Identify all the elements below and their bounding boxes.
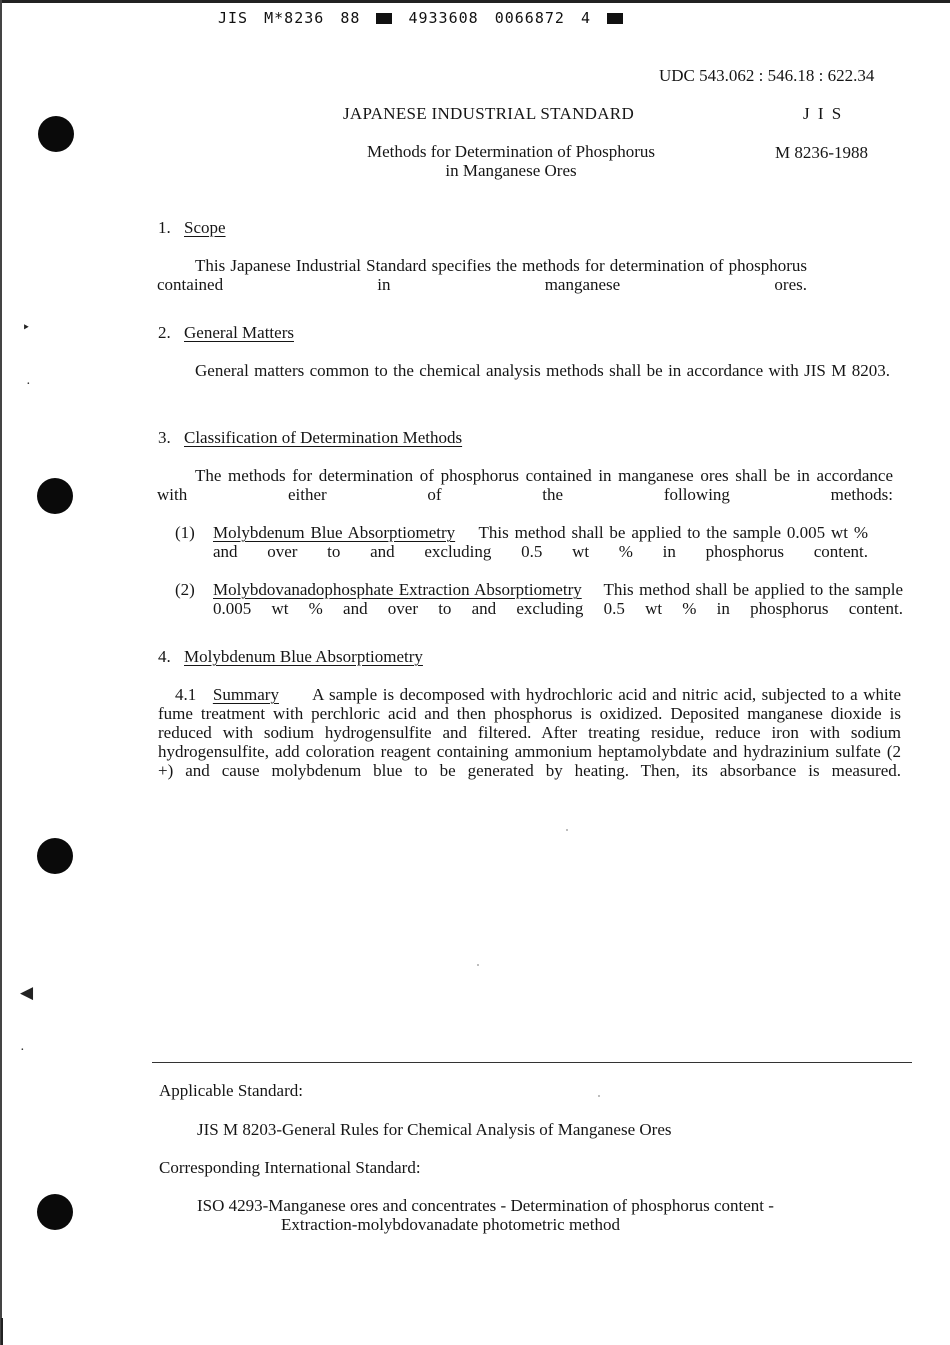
code-part: M*8236 <box>264 9 325 27</box>
scan-speck <box>598 1095 600 1097</box>
method-title: Molybdovanadophosphate Extraction Absorptiometry <box>213 580 582 599</box>
summary-paragraph <box>158 685 901 799</box>
scan-speck <box>566 829 568 831</box>
applicable-standard-label: Applicable Standard: <box>159 1081 303 1100</box>
document-number: M 8236-1988 <box>775 143 869 162</box>
section-number: 3. <box>158 428 171 447</box>
summary-text: A sample is decomposed with hydrochloric acid and nitric acid, subjected to a white fume treatment with perchloric acid and then phosphorus is oxidized. Deposited manganese dioxide is reduced with sodium hydrogensulfite and filtered. After treating residue, reduce iron with sodium hydrogensulfite, add coloration reagent containing ammonium heptamolybdate and hydrazinium sulfate (2 +) and cause molybdenum blue to be generated by heating. Then, its absorbance is measured. <box>158 685 902 780</box>
section-title: General Matters <box>184 323 294 342</box>
international-standard-line1: ISO 4293-Manganese ores and concentrates - Determination of phosphorus content - <box>197 1196 774 1215</box>
punch-hole <box>37 838 73 874</box>
section-heading-molybdenum-blue <box>158 647 423 666</box>
catalogue-code <box>218 9 623 28</box>
method-description: This method shall be applied to the sample 0.005 wt % and over to and excluding 0.5 wt % in phosphorus content. <box>213 523 869 561</box>
method-title: Molybdenum Blue Absorptiometry <box>213 523 456 542</box>
code-part: 88 <box>340 9 361 27</box>
list-item-number: (1) <box>175 523 195 542</box>
udc-number: UDC 543.062 : 546.18 : 622.34 <box>659 66 875 85</box>
code-part: 0066872 <box>494 9 565 27</box>
barcode-block-icon <box>376 13 392 24</box>
section-heading-scope <box>158 218 226 237</box>
code-part: 4 <box>580 9 591 27</box>
document-title-line2: in Manganese Ores <box>445 161 577 180</box>
general-matters-paragraph: General matters common to the chemical analysis methods shall be in accordance with JIS M 8203. <box>195 361 890 380</box>
barcode-block-icon <box>607 13 623 24</box>
scan-speck: ◀ <box>20 983 34 1002</box>
punch-hole <box>38 116 74 152</box>
left-edge-mark <box>1 1318 3 1345</box>
section-heading-classification <box>158 428 462 447</box>
section-heading-general-matters <box>158 323 294 342</box>
subsection-number: 4.1 <box>175 685 197 704</box>
scan-speck: ‣ <box>22 321 31 336</box>
subsection-title: Summary <box>212 685 279 704</box>
left-border <box>0 0 2 1345</box>
document-title-line1: Methods for Determination of Phosphorus <box>366 142 656 161</box>
applicable-standard-text: JIS M 8203-General Rules for Chemical Analysis of Manganese Ores <box>197 1120 672 1139</box>
jis-mark: J I S <box>803 104 844 123</box>
scope-paragraph: This Japanese Industrial Standard specifies the methods for determination of phosphorus contained in manganese ores. <box>157 256 807 294</box>
section-number: 4. <box>158 647 171 666</box>
section-number: 1. <box>158 218 171 237</box>
punch-hole <box>37 478 73 514</box>
scan-speck: · <box>26 377 31 392</box>
code-part: 4933608 <box>408 9 479 27</box>
section-number: 2. <box>158 323 171 342</box>
section-title: Scope <box>184 218 226 237</box>
method-item-2 <box>213 580 903 637</box>
section-title: Classification of Determination Methods <box>184 428 463 447</box>
method-description: This method shall be applied to the sample 0.005 wt % and over to and excluding 0.5 wt % in phosphorus content. <box>213 580 903 618</box>
scan-speck: · <box>20 1043 25 1058</box>
standard-title: JAPANESE INDUSTRIAL STANDARD <box>343 104 635 123</box>
section-title: Molybdenum Blue Absorptiometry <box>184 647 423 666</box>
classification-paragraph: The methods for determination of phosphorus contained in manganese ores shall be in accordance with either of the following methods: <box>157 466 893 504</box>
top-border <box>0 0 950 3</box>
punch-hole <box>37 1194 73 1230</box>
footnote-divider <box>152 1062 912 1063</box>
international-standard-line2: Extraction-molybdovanadate photometric method <box>281 1215 620 1234</box>
scan-speck <box>477 964 479 966</box>
list-item-number: (2) <box>175 580 195 599</box>
method-item-1 <box>213 523 868 580</box>
code-part: JIS <box>218 9 249 27</box>
international-standard-label: Corresponding International Standard: <box>159 1158 421 1177</box>
